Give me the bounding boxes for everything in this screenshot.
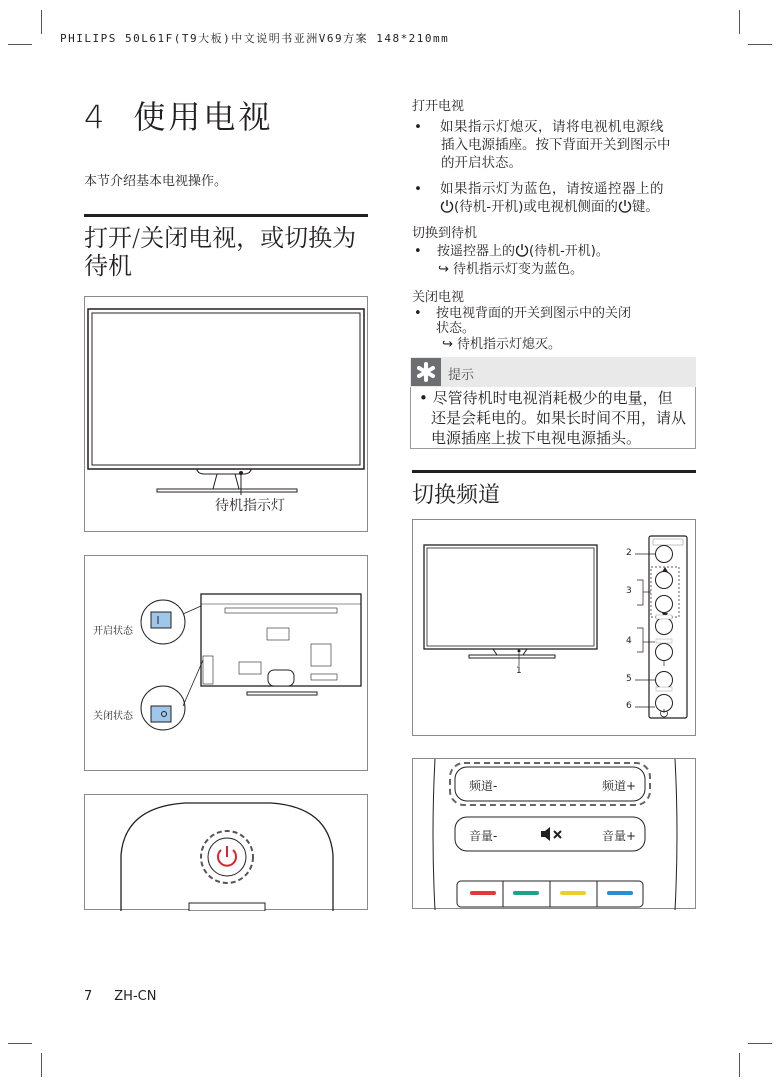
bullet-text: (待机-开机)或电视机侧面的 [454,199,618,215]
bullet-result [438,261,583,279]
intro-text: 本节介绍基本电视操作。 [84,174,228,189]
switch-on-icon [151,612,171,628]
bullet-line: 如果指示灯熄灭，请将电视机电源线 [440,119,664,135]
bullet-result [442,336,561,354]
bullet-text: 键。 [631,199,659,215]
tip-line: 电源插座上拔下电视电源插头。 [431,429,642,447]
power-off-heading: 关闭电视 [412,290,465,305]
section-rule [412,470,696,473]
language-code: ZH-CN [114,989,157,1004]
asterisk-icon [415,361,437,383]
crop-mark [8,1043,32,1044]
section-title-line: 待机 [84,252,132,280]
section-title-line: 打开/关闭电视，或切换为 [84,224,357,252]
green-key[interactable] [513,891,539,895]
callout-3: 3 [626,586,632,596]
switch-off-label: 关闭状态 [93,711,133,722]
bullet-mark: • [414,244,422,259]
crop-mark [41,1053,42,1077]
standby-bullet [414,243,704,283]
power-off-bullet [414,305,704,361]
side-controls-figure [412,519,696,736]
crop-mark [739,1053,740,1077]
bullet-mark: • [414,181,422,197]
bullet-text: 待机指示灯熄灭。 [457,337,562,352]
result-arrow-icon: ↪ [442,337,453,352]
bullet-line: 状态。 [436,321,476,336]
section-title-channel: 切换频道 [412,483,501,508]
standby-light-icon [239,471,243,475]
callout-4: 4 [626,636,632,646]
bullet-line: 插入电源插座。按下背面开关到图示中 [441,137,671,153]
crop-mark [739,10,740,34]
chapter-number: 4 [84,98,108,136]
crop-mark [8,44,32,45]
callout-2: 2 [626,548,632,558]
chapter-title: 使用电视 [133,98,274,136]
result-arrow-icon: ↪ [438,262,449,277]
bullet-line: 的开启状态。 [441,155,522,171]
standby-light-label: 待机指示灯 [215,498,285,514]
power-on-heading: 打开电视 [412,99,465,114]
blue-key[interactable] [607,891,633,895]
volume-down-button[interactable]: 音量- [469,829,498,843]
tip-body [410,387,696,449]
page-number: 7 [84,989,93,1004]
callout-5: 5 [626,674,632,684]
switch-on-label: 开启状态 [93,626,133,637]
tip-icon [411,358,441,386]
crop-mark [41,10,42,34]
mute-icon[interactable] [540,826,564,842]
yellow-key[interactable] [560,891,586,895]
red-key[interactable] [470,891,496,895]
bullet-text: 按遥控器上的 [437,244,516,259]
channel-up-button[interactable]: 频道+ [602,779,637,793]
page-footer [84,989,156,1004]
power-icon [440,199,454,213]
bullet-mark: • [414,119,422,135]
tv-back-figure [84,555,368,771]
tip-line: 还是会耗电的。如果长时间不用，请从 [431,409,687,427]
tip-header [410,357,696,387]
bullet-line: 如果指示灯为蓝色，请按遥控器上的 [440,181,664,197]
power-on-bullet-1 [414,118,704,172]
power-on-bullet-2 [414,180,704,218]
tip-label: 提示 [448,368,475,383]
print-header: PHILIPS 50L61F(T9大板)中文说明书亚洲V69方案 148*210mm [60,32,450,45]
section-rule [84,214,368,217]
bullet-text: (待机-开机)。 [529,244,609,259]
remote-top-illustration [85,795,369,911]
crop-mark [748,1043,772,1044]
remote-power-figure [84,794,368,910]
tv-front-figure [84,296,368,532]
bullet-line [440,198,659,216]
callout-1: 1 [516,666,522,676]
tv-back-illustration [85,556,369,772]
power-icon [515,243,529,257]
power-icon [618,199,632,213]
chapter-heading [84,92,273,138]
bullet-mark: • [414,306,422,321]
volume-up-button[interactable]: 音量+ [602,829,637,843]
remote-keys-figure [412,758,696,909]
bullet-line [437,243,609,261]
callout-6: 6 [626,701,632,711]
bullet-text: 待机指示灯变为蓝色。 [453,262,584,277]
crop-mark [748,44,772,45]
section-title-power [84,224,374,280]
side-controls-illustration [413,520,697,737]
tip-line: • 尽管待机时电视消耗极少的电量，但 [419,389,673,407]
channel-down-button[interactable]: 频道- [469,779,498,793]
standby-heading: 切换到待机 [412,226,478,241]
bullet-line: 按电视背面的开关到图示中的关闭 [436,306,632,321]
